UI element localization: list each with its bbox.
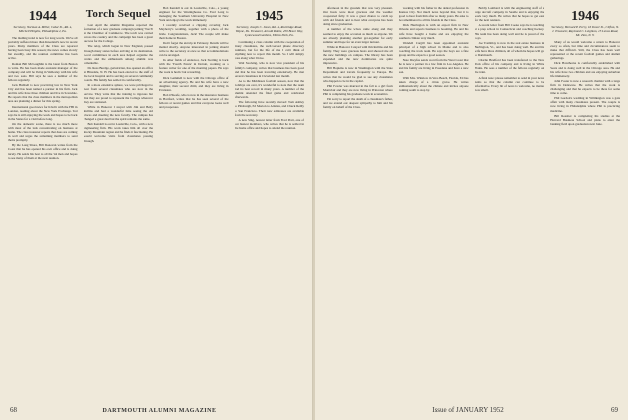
class-heading-1946: 1946 xyxy=(571,9,600,24)
paragraph: Phil Gordon's wedding in Wilmington was a gala affair with many classmates present. The couple is now living in Philadelphia where Phil is practicing medicine. xyxy=(550,96,620,113)
paragraph: International good news for Kiwi'n with the FBI in London, reading about the New York Exchange. Ted says he is still enjoying the work and hopes to be back in the States for a visit before long. xyxy=(8,104,78,121)
left-page-footer xyxy=(10,406,302,414)
paragraph: A final note: please remember to send in your news items so that the column can continue to be informative. Every bit of news is welcome, no matter how small. xyxy=(474,75,545,92)
paragraph: Bill Rossiter is completing his studies at the Harvard Business School and plans to enter the banking field upon graduation next June. xyxy=(550,113,620,126)
paragraph: working with his father in the dental profession in Kansas City. Not much news beyond that, but it is good to hear from him after so many years. He asks to be remembered to all his friends in the Class. xyxy=(398,6,469,23)
right-column-1 xyxy=(323,6,393,396)
paragraph: Bob Kendall is out in Louisville, Colo., a young engineer for the Westinghouse Co. Fred Long is managing the Southern University Hospital in New York and enjoys the work immensely. xyxy=(159,6,229,23)
left-column-2 xyxy=(84,6,154,396)
paragraph: A number of the wives came along and they seemed to enjoy the occasion as much as anyone. We are already planning another get-together for early summer and hope for an even larger turnout. xyxy=(323,27,393,44)
paragraph: Bob O'Keefe, who is now in the insurance business in Hartford, writes that he has seen several of the fellows at recent games and that everyone looks well and prosperous. xyxy=(159,92,229,110)
paragraph: I'm sorry to report the death of a classmate's father, and we extend our deepest sympathy to him and his family on behalf of the Class. xyxy=(323,96,393,110)
right-page xyxy=(315,0,628,420)
paragraph: In other fields of endeavor, Jack Sterling is back with the 'Fourth Estate' in Detroit, working as a feature writer for one of the morning papers. He says the work is hectic but rewarding. xyxy=(159,58,229,75)
left-column-1 xyxy=(8,6,78,396)
paragraph: As to the Middlesex football season, now that the holidays are over, it's wonderful to note that the team had its best record in many years. A number of the alumni attended the final game and celebrated afterwards. xyxy=(234,78,304,100)
paragraph: Walt Stocking, who is now vice president of his family's company, writes that business has been good and that he has been traveling extensively. He met several classmates in Cleveland last month. xyxy=(234,61,304,78)
paragraph: While in Hanover I stayed with Jim Rollins and his family. They were gracious hosts and showed me all the new buildings on campus. The library has been expanded and the new dormitories are quite impressive. xyxy=(323,44,393,66)
paragraph: Wendell Cargill has been appointed assistant principal of a high school in Maine and is also coaching the track team. He says the boys are a fine group and he expects a good season. xyxy=(398,40,469,58)
paragraph: By the Long Shore, Bill Donovan writes from the Coast that he has opened his own office and is doing nicely. He sends his best to all the '44 men and hopes to see many of them at the next reunion. xyxy=(8,143,78,160)
class-heading-1944: 1944 xyxy=(28,9,57,24)
paragraph: With Mrs. Winslow in Vero Beach, Florida, Ed has taken charge of a citrus grove. He writes enthusiastically about the climate and invites anyone coming south to stop by. xyxy=(398,75,469,92)
right-page-footer xyxy=(325,406,618,414)
paragraph: While in Hanover I stayed with Jim and Betty Rollins and had a wonderful time seeing the old places and meeting the new faculty. The campus has changed a great deal but the spirit remains the same. xyxy=(83,104,153,122)
paragraph: Bill Hopkins is now in Washington with the State Department and travels frequently to Europe. He writes that he would be glad to see any classmates who happen to be in the capital. xyxy=(323,66,393,83)
paragraph: Joe Tremblay is now in the real estate business in Burlington, Vt., and has been doing well. He and his wife have three children, all of whom he hopes will go to Dartmouth. xyxy=(474,40,545,58)
paragraph: Nate Dreyfus sends word from the West Coast that he is now a partner in a law firm in Los Angeles. He and his family are living in Pasadena and have a new son. xyxy=(398,58,469,75)
paragraph: Phil Fowler was married in the fall to a girl from Montclair and they are now living in Princeton where Phil is completing his graduate work in economics. xyxy=(323,83,393,96)
paragraph: Roman Bill McLaughlin is the latest from Boston to write. He has been made assistant manager of the company and will be living in Wellesley with his wife and two sons. Bill says he sees a number of the fellows regularly. xyxy=(8,61,78,82)
right-column-2 xyxy=(399,6,469,396)
page-number: 69 xyxy=(611,406,618,414)
story-title-torch-sequel: Torch Sequel xyxy=(85,8,151,20)
paragraph: afternoon in the grounds that was very pleasant. Our hosts were most gracious and the weather cooperated fully. It was a great chance to catch up with old friends and to hear what everyone has been doing since graduation. xyxy=(323,6,393,27)
paragraph: The following have recently moved: Tom Ashley to Pittsburgh, Ed Morton to Atlanta, and Chuck Reilly to San Francisco. Their new addresses are available from the secretary. xyxy=(234,100,304,117)
paragraph: Continuing a class column with the cooperation of many classmates, the well-versed phone directory numbers, but for the life of me I can't think of anything new to report this month. So I will simply pass along what I have. xyxy=(234,40,304,61)
paragraph: The relay, which began in New England, passed through many states before arriving at its destination. Local committees in each area helped organize the events and the enthusiasm among alumni was remarkable. xyxy=(83,44,153,65)
left-column-3 xyxy=(159,6,229,396)
class-secretary-1945: Secretary, Joseph C. Jones, Rd. 4, Rockridge Road, Wayne, Pa. Treasurer, Arnold Robie, 450 Brace Way, Lynnewood Gardens, Elkins Park, Pa. xyxy=(235,25,303,37)
paragraph: In a more extensive sphere, we were privileged to hear from several classmates who are now in the service. They write that the training is rigorous but that they are proud to represent the College wherever they are stationed. xyxy=(83,83,153,104)
issue-date: Issue of JANUARY 1952 xyxy=(432,406,504,414)
paragraph: Dick Harrington is with an export firm in New Orleans and reports business is booming. He and his wife have bought a home and are enjoying the southern climate very much. xyxy=(398,23,469,40)
paragraph: Dr. Ross Burdge, geriatrician, has opened an office in Hinsdale, N. H. He has been elected to the staff of the local hospital and is serving on several community boards. His family has settled in comfortably. xyxy=(83,65,153,83)
paragraph: The mailing trend is now for long words. We've all probably suffered more than Kneeland's now in recent years. Many members of the Class are reported having been busy this season; the news comes slowly but steadily, and the reunion committee has been active. xyxy=(8,36,78,61)
paragraph: Dick Hawthorne is comfortably established with Sears and is doing well in the Chicago area. He and his wife have two children and are enjoying suburban life immensely. xyxy=(550,61,620,78)
right-column-4 xyxy=(550,6,620,396)
left-page xyxy=(0,0,313,420)
paragraph: Charlie Bradford has been transferred to the New York office of his company and is living in White Plains. He sees a number of the fellows regularly on the train. xyxy=(474,58,545,75)
page-number: 68 xyxy=(10,406,17,414)
paragraph: A new Sing, newest letter from Fred Pratt, one of our busiest members, who writes that he is settled in the home office and hopes to attend the reunion. xyxy=(234,117,304,130)
paragraph: I recently received a clipping covering Jack Mayberry's wedding, together with a photo of the bride. Congratulations, Jack! The couple will make their home in Boston. xyxy=(159,23,229,40)
paragraph: Dick Gemmell is now with the Chicago office of an advertising agency. He and his wife have a new daughter, their second child, and they are living in Evanston. xyxy=(159,75,229,92)
paragraph: Bob Kendall is out in Louisville, Colo., with a new engineering firm. His work takes him all over the Rocky Mountain region and he finds it fascinating. He would welcome visits from classmates passing through. xyxy=(83,122,153,143)
paragraph: On the domestic scene, there is too much more with most of the lads concentrating on business at home. The class treasurer reports that dues are coming in well and urges the remaining members to send theirs promptly. xyxy=(8,121,78,143)
left-page-columns xyxy=(8,6,304,396)
paragraph: Bobby Lombard is with the engineering staff of a large aircraft company in Seattle and is enjoying the work very much. He writes that he hopes to get east for the next reunion. xyxy=(474,6,545,23)
class-heading-1945: 1945 xyxy=(255,9,284,24)
paragraph: A recent letter from Bill Cooke says he is teaching at a prep school in Connecticut and coaching hockey. His team has been doing well and he is proud of the boys. xyxy=(474,23,545,40)
paragraph: John Foster is now a research chemist with a large firm in Delaware. He writes that the work is challenging and that he expects to be there for some time to come. xyxy=(550,78,620,96)
paragraph: Last April the Alumni Magazine reported the formation of a new graduate campaign joining 'Torch' in the Chamber of Commerce. The torch was carried across the country and the campaign has been a great success for the College. xyxy=(83,23,153,44)
class-secretary-1944: Secretary, Norman A. Miller, Cedar St., Rd. 4, Mitchell Heights, Philadelphia 2, Pa. xyxy=(13,25,73,33)
right-column-3 xyxy=(475,6,545,396)
magazine-title: DARTMOUTH ALUMNI MAGAZINE xyxy=(102,408,217,414)
paragraph: Many of us would welcome a return to Hanover every so often, but time and circumstances seem to make that difficult. Still, the Class has been well represented at the recent football games and alumni gatherings. xyxy=(550,40,620,61)
class-secretary-1946: Secretary, Bernard P. Perry, 16 Dover St., Clifton, N. J. Treasurer, Raymond C. Leighton, 15 Lenox Road, Mt. Zion, N. Y. xyxy=(551,25,619,37)
left-column-4 xyxy=(235,6,305,396)
paragraph: Don't forget the ski trip in February. Details will be mailed shortly. Anyone interested in joining should write to the secretary at once so that accommodations can be arranged. xyxy=(159,40,229,58)
paragraph: Jack Hubbell is now practicing law in New York City and has been named a partner in his firm. Jack and his wife have three children and live in Scarsdale. He reports that the class members in the metropolitan area are planning a dinner for this spring. xyxy=(8,83,78,104)
right-page-columns xyxy=(323,6,620,396)
